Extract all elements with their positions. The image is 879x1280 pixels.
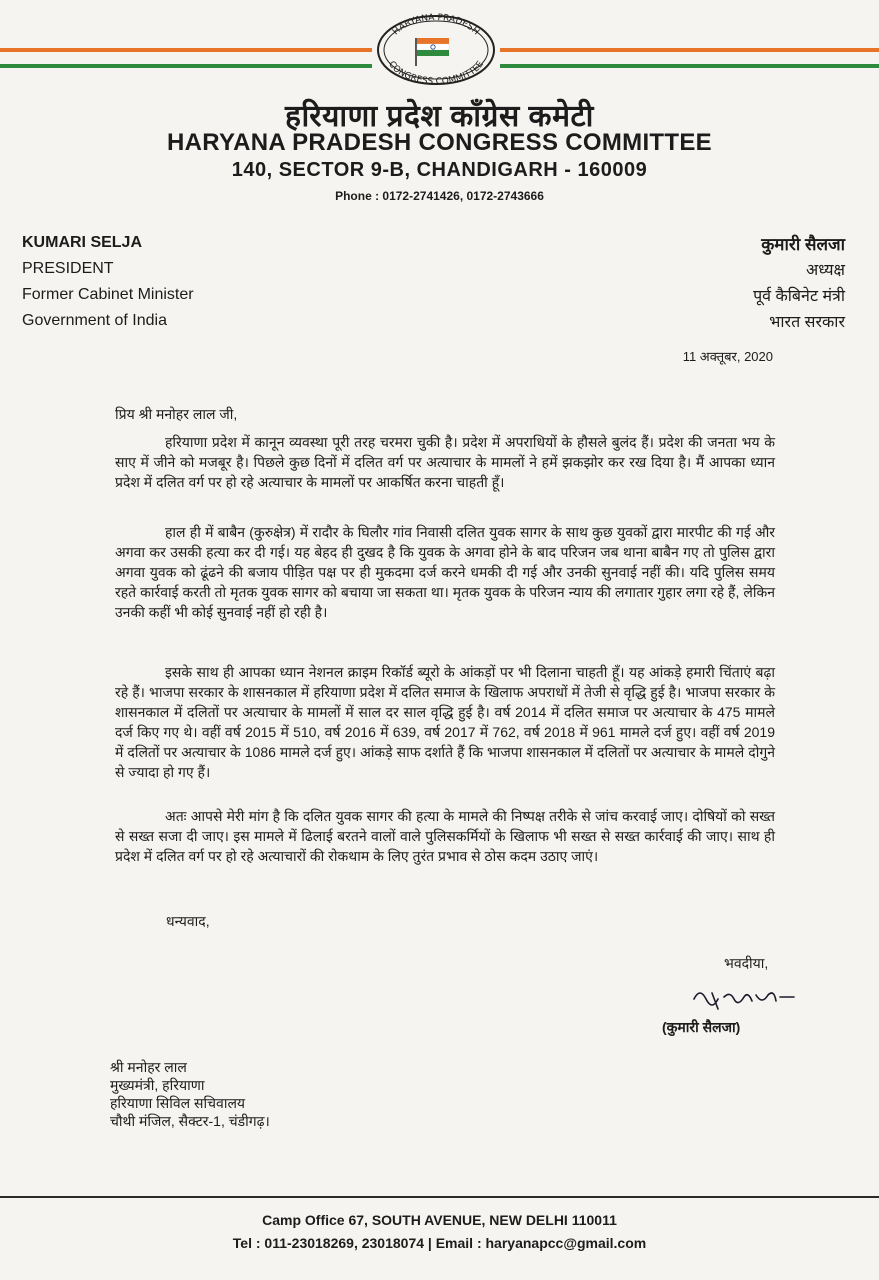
sender-role-english: Former Cabinet Minister xyxy=(22,286,194,303)
recipient-address: चौथी मंजिल, सैक्टर-1, चंडीगढ़। xyxy=(110,1113,270,1129)
letterhead-title-hindi: हरियाणा प्रदेश कॉंग्रेस कमेटी xyxy=(285,100,594,133)
signature-name: (कुमारी सैलजा) xyxy=(662,1019,741,1035)
handwritten-signature xyxy=(690,985,798,1019)
sender-hindi-block xyxy=(753,232,845,336)
green-stripe-left xyxy=(0,64,372,68)
recipient-designation: मुख्यमंत्री, हरियाणा xyxy=(110,1077,205,1093)
paragraph-4 xyxy=(115,806,775,866)
recipient-name: श्री मनोहर लाल xyxy=(110,1059,187,1075)
sender-title-hindi: अध्यक्ष xyxy=(806,262,845,279)
saffron-stripe-right xyxy=(500,48,879,52)
sender-name-english: KUMARI SELJA xyxy=(22,234,143,251)
footer-contact: Tel : 011-23018269, 23018074 | Email : haryanapcc@gmail.com xyxy=(232,1235,647,1251)
logo-text-bottom: CONGRESS COMMITTEE xyxy=(386,59,486,86)
footer-divider xyxy=(0,1196,879,1198)
paragraph-3 xyxy=(115,662,775,782)
sender-org-english: Government of India xyxy=(22,312,167,329)
paragraph-2-text: हाल ही में बाबैन (कुरुक्षेत्र) में रादौर के घिलौर गांव निवासी दलित युवक सागर के साथ कुछ युवकों द्वारा मारपीट की गई और अगवा कर उसकी हत्या कर दी गई। यह बेहद ही दुखद है कि युवक के अगवा होने के बाद परिजन जब थाना बाबैन गए तो पुलिस द्वारा अगवा युवक को ढूंढने की बजाय पीड़ित पक्ष पर ही मुकदमा दर्ज करने धमकी दी गई और उनकी सुनवाई नहीं की। यदि पुलिस समय रहते कार्रवाई करती तो मृतक युवक सागर को बचाया जा सकता था। मृतक युवक के परिजन न्याय की लगातार गुहार लगा रहे हैं, लेकिन उनकी कहीं भी कोई सुनवाई नहीं हो रही है। xyxy=(115,524,775,620)
recipient-office: हरियाणा सिविल सचिवालय xyxy=(110,1095,246,1111)
letterhead-title-english: HARYANA PRADESH CONGRESS COMMITTEE xyxy=(167,129,712,156)
paragraph-1 xyxy=(115,432,775,492)
congress-emblem-logo xyxy=(372,10,500,86)
letterhead-address: 140, SECTOR 9-B, CHANDIGARH - 160009 xyxy=(231,159,648,181)
letterhead-phone: Phone : 0172-2741426, 0172-2743666 xyxy=(335,189,544,203)
thanks-line: धन्यवाद, xyxy=(166,913,210,929)
paragraph-2 xyxy=(115,522,775,622)
footer-camp-office: Camp Office 67, SOUTH AVENUE, NEW DELHI 110011 xyxy=(262,1212,617,1228)
green-stripe-right xyxy=(500,64,879,68)
salutation: प्रिय श्री मनोहर लाल जी, xyxy=(115,406,238,422)
recipient-block xyxy=(110,1058,270,1130)
logo-text-top: HARYANA PRADESH xyxy=(391,12,481,38)
paragraph-4-text: अतः आपसे मेरी मांग है कि दलित युवक सागर की हत्या के मामले की निष्पक्ष तरीके से जांच करवाई जाए। दोषियों को सख्त से सख्त सजा दी जाए। इस मामले में ढिलाई बरतने वालों वाले पुलिसकर्मियों के खिलाफ भी सख्त से सख्त कार्रवाई की जाए। साथ ही प्रदेश में दलित वर्ग पर हो रहे अत्याचारों की रोकथाम के लिए तुरंत प्रभाव से ठोस कदम उठाए जाएं। xyxy=(115,808,775,864)
paragraph-3-text: इसके साथ ही आपका ध्यान नेशनल क्राइम रिकॉर्ड ब्यूरो के आंकड़ों पर भी दिलाना चाहती हूँ। यह आंकड़े हमारी चिंताएं बढ़ा रहे हैं। भाजपा सरकार के शासनकाल में हरियाणा प्रदेश में दलित समाज के खिलाफ अपराधों में तेजी से वृद्धि हुई है। भाजपा सरकार के शासनकाल में दलितों पर अत्याचार के मामलों में साल दर साल वृद्धि हुई है। वर्ष 2014 में दलित समाज पर अत्याचार के 475 मामले दर्ज किए गए थे। वहीं वर्ष 2015 में 510, वर्ष 2016 में 639, वर्ष 2017 में 762, वर्ष 2018 में 961 मामले दर्ज हुए। वहीं वर्ष 2019 में दलितों पर अत्याचार के 1086 मामले दर्ज हुए। आंकड़े साफ दर्शाते हैं कि भाजपा शासनकाल में दलितों पर अत्याचार के मामले दोगुने से ज्यादा हो गए हैं। xyxy=(115,664,775,780)
paragraph-1-text: हरियाणा प्रदेश में कानून व्यवस्था पूरी तरह चरमरा चुकी है। प्रदेश में अपराधियों के हौसले बुलंद हैं। प्रदेश की जनता भय के साए में जीने को मजबूर है। पिछले कुछ दिनों में दलित वर्ग पर अत्याचार के मामलों ने हमें झकझोर कर रख दिया है। मैं आपका ध्यान प्रदेश में दलित वर्ग पर हो रहे अत्याचार के मामलों पर आकर्षित करना चाहती हूँ। xyxy=(115,434,775,490)
sender-english-block xyxy=(22,230,194,334)
sender-title-english: PRESIDENT xyxy=(22,260,114,277)
saffron-stripe-left xyxy=(0,48,372,52)
sender-org-hindi: भारत सरकार xyxy=(769,314,845,331)
closing-line: भवदीया, xyxy=(724,955,769,971)
sender-name-hindi: कुमारी सैलजा xyxy=(761,235,845,254)
sender-role-hindi: पूर्व कैबिनेट मंत्री xyxy=(753,288,845,305)
letter-date: 11 अक्तूबर, 2020 xyxy=(682,349,773,364)
